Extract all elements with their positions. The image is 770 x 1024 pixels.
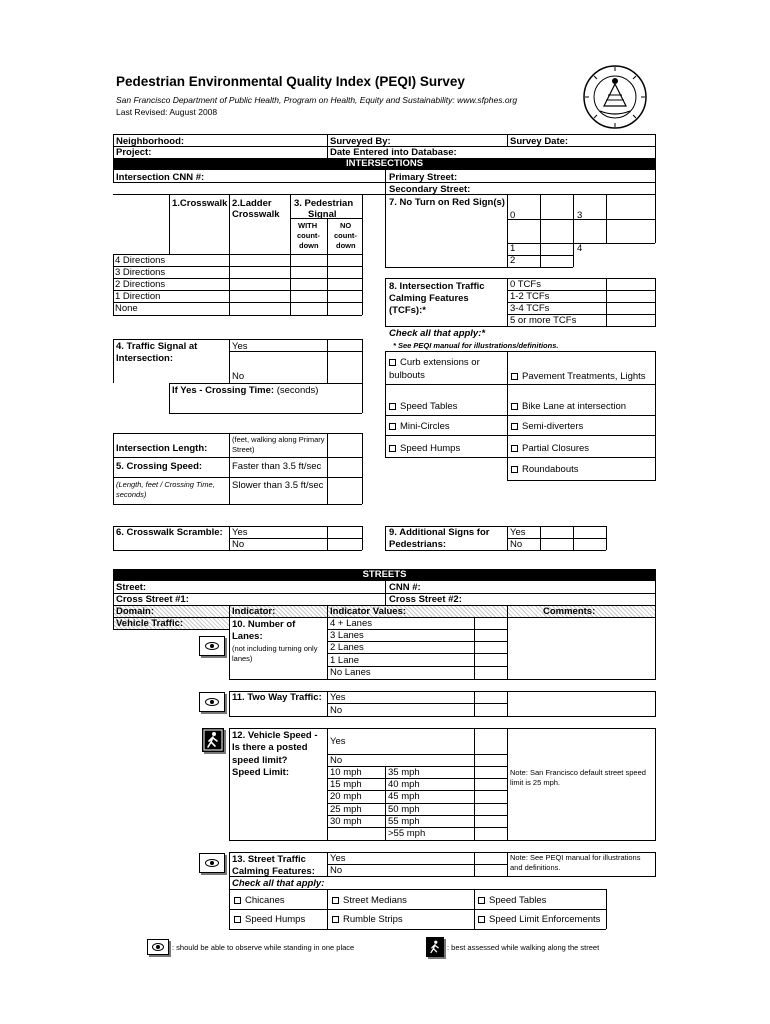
observe-eye-icon <box>199 853 225 873</box>
q5-faster: Faster than 3.5 ft/sec <box>232 461 322 472</box>
with-countdown-2: count- <box>297 231 320 240</box>
q9-no: No <box>510 539 523 550</box>
indicator-header: Indicator: <box>232 606 276 617</box>
speed-note-2: limit is 25 mph. <box>510 778 561 787</box>
walk-pedestrian-icon <box>202 728 224 752</box>
q9-label-2: Pedestrians: <box>389 539 447 550</box>
q9-label-1: 9. Additional Signs for <box>389 527 490 538</box>
checkbox-icon <box>511 373 518 380</box>
crosswalk-header: 1.Crosswalk <box>172 198 228 209</box>
q11-no: No <box>330 705 343 716</box>
legend-eye-text: : should be able to observe while standing in one place <box>172 943 355 952</box>
q4-yes: Yes <box>232 341 248 352</box>
tcf-curb-extensions[interactable]: Curb extensions or <box>389 357 480 368</box>
secondary-street-label: Secondary Street: <box>389 184 471 195</box>
q4-label-2: Intersection: <box>116 353 174 364</box>
length-note-2: Street) <box>232 445 255 454</box>
q7-value-4: 4 <box>577 243 583 254</box>
lanes-option-1: 1 Lane <box>330 655 360 666</box>
mph-25: 25 mph <box>330 804 362 815</box>
mph-55: 55 mph <box>388 816 420 827</box>
q12-label-1: 12. Vehicle Speed - <box>232 730 318 741</box>
lanes-option-4plus: 4 + Lanes <box>330 618 372 629</box>
indicator-values-header: Indicator Values: <box>330 606 407 617</box>
comments-header: Comments: <box>543 606 596 617</box>
feature-speed-limit-enforcements[interactable]: Speed Limit Enforcements <box>478 914 600 925</box>
legend-eye-icon <box>147 939 169 955</box>
tcf-pavement-treatments[interactable]: Pavement Treatments, Lights <box>511 371 646 382</box>
ped-signal-header-2: Signal <box>308 209 337 220</box>
survey-date-label: Survey Date: <box>510 136 569 147</box>
city-seal <box>582 64 648 130</box>
q4-no: No <box>232 371 245 382</box>
q12-label-2: Is there a posted <box>232 742 308 753</box>
streets-header: STREETS <box>113 569 656 581</box>
mph-20: 20 mph <box>330 791 362 802</box>
q7-label: 7. No Turn on Red Sign(s) <box>389 197 505 208</box>
tcf-option-3: 5 or more TCFs <box>510 315 577 326</box>
speed-note-1: Note: San Francisco default street speed <box>510 768 646 777</box>
q13-yes: Yes <box>330 853 346 864</box>
intersection-cnn-label: Intersection CNN #: <box>116 172 205 183</box>
no-countdown-3: down <box>336 241 356 250</box>
lanes-option-3: 3 Lanes <box>330 630 364 641</box>
checkbox-icon <box>511 403 518 410</box>
mph-over-55: >55 mph <box>388 828 426 839</box>
q7-value-2: 2 <box>510 255 516 266</box>
checkbox-icon <box>511 445 518 452</box>
checkbox-icon <box>332 897 339 904</box>
q8-label-1: 8. Intersection Traffic <box>389 281 485 292</box>
street-cnn-label: CNN #: <box>389 582 421 593</box>
feature-speed-tables[interactable]: Speed Tables <box>478 895 546 906</box>
checkbox-icon <box>511 466 518 473</box>
vehicle-traffic-label: Vehicle Traffic: <box>116 618 184 629</box>
tcf-option-1: 1-2 TCFs <box>510 291 550 302</box>
feature-chicanes[interactable]: Chicanes <box>234 895 285 906</box>
checkbox-icon <box>234 897 241 904</box>
legend-walk-icon <box>426 937 444 957</box>
cross-street-1-label: Cross Street #1: <box>116 594 189 605</box>
q10-label-1: 10. Number of <box>232 619 296 630</box>
cross-street-2-label: Cross Street #2: <box>389 594 462 605</box>
q13-label-1: 13. Street Traffic <box>232 854 306 865</box>
no-countdown-1: NO <box>340 221 352 230</box>
mph-35: 35 mph <box>388 767 420 778</box>
tcf-partial-closures[interactable]: Partial Closures <box>511 443 589 454</box>
checkbox-icon <box>478 916 485 923</box>
q8-label-2: Calming Features <box>389 293 469 304</box>
ped-signal-header-1: 3. Pedestrian <box>294 198 354 209</box>
primary-street-label: Primary Street: <box>389 172 458 183</box>
q4-label-1: 4. Traffic Signal at <box>116 341 198 352</box>
checkbox-icon <box>389 423 396 430</box>
q10-label-2: Lanes: <box>232 631 263 642</box>
page-subtitle: San Francisco Department of Public Health, Program on Health, Equity and Sustainability: www.sfphes.org <box>116 95 518 105</box>
speed-limit-label: Speed Limit: <box>232 767 290 778</box>
observe-eye-icon <box>199 692 225 712</box>
observe-eye-icon <box>199 636 225 656</box>
date-entered-label: Date Entered into Database: <box>330 147 457 158</box>
last-revised: Last Revised: August 2008 <box>116 107 218 117</box>
checkbox-icon <box>332 916 339 923</box>
tcf-bulbouts-label: bulbouts <box>389 370 425 381</box>
feature-speed-humps[interactable]: Speed Humps <box>234 914 305 925</box>
checkbox-icon <box>389 359 396 366</box>
q5-slower: Slower than 3.5 ft/sec <box>232 480 324 491</box>
tcf-speed-humps[interactable]: Speed Humps <box>389 443 460 454</box>
q6-yes: Yes <box>232 527 248 538</box>
q8-see-manual: * See PEQI manual for illustrations/definitions. <box>393 341 559 350</box>
no-countdown-2: count- <box>334 231 357 240</box>
q6-no: No <box>232 539 245 550</box>
tcf-bike-lane[interactable]: Bike Lane at intersection <box>511 401 626 412</box>
feature-street-medians[interactable]: Street Medians <box>332 895 407 906</box>
q6-label: 6. Crosswalk Scramble: <box>116 527 223 538</box>
lanes-option-none: No Lanes <box>330 667 371 678</box>
q12-label-3: speed limit? <box>232 755 288 766</box>
q13-note-1: Note: See PEQI manual for illustrations <box>510 853 641 862</box>
q10-note-2: lanes) <box>232 654 253 663</box>
q13-label-2: Calming Features: <box>232 866 315 877</box>
q7-value-0: 0 <box>510 210 516 221</box>
surveyed-by-label: Surveyed By: <box>330 136 391 147</box>
with-countdown-3: down <box>299 241 319 250</box>
tcf-option-2: 3-4 TCFs <box>510 303 550 314</box>
direction-3: 3 Directions <box>115 267 166 278</box>
direction-2: 2 Directions <box>115 279 166 290</box>
mph-30: 30 mph <box>330 816 362 827</box>
crossing-note-1: (Length, feet / Crossing Time, <box>116 480 215 489</box>
mph-45: 45 mph <box>388 791 420 802</box>
tcf-mini-circles[interactable]: Mini-Circles <box>389 421 450 432</box>
mph-15: 15 mph <box>330 779 362 790</box>
checkbox-icon <box>234 916 241 923</box>
with-countdown-1: WITH <box>298 221 318 230</box>
feature-rumble-strips[interactable]: Rumble Strips <box>332 914 403 925</box>
crossing-note-2: seconds) <box>116 490 147 499</box>
q7-value-1: 1 <box>510 243 516 254</box>
checkbox-icon <box>478 897 485 904</box>
page-title: Pedestrian Environmental Quality Index (PEQI) Survey <box>116 74 465 89</box>
q5-label: 5. Crossing Speed: <box>116 461 203 472</box>
tcf-roundabouts[interactable]: Roundabouts <box>511 464 579 475</box>
project-label: Project: <box>116 147 152 158</box>
checkbox-icon <box>511 423 518 430</box>
direction-4: 4 Directions <box>115 255 166 266</box>
q10-note-1: (not including turning only <box>232 644 318 653</box>
checkbox-icon <box>389 403 396 410</box>
q12-no: No <box>330 755 343 766</box>
direction-1: 1 Direction <box>115 291 161 302</box>
mph-50: 50 mph <box>388 804 420 815</box>
mph-40: 40 mph <box>388 779 420 790</box>
q11-yes: Yes <box>330 692 346 703</box>
legend-walk-text: : best assessed while walking along the street <box>447 943 600 952</box>
q13-note-2: and definitions. <box>510 863 561 872</box>
q8-label-3: (TCFs):* <box>389 305 426 316</box>
tcf-speed-tables[interactable]: Speed Tables <box>389 401 457 412</box>
direction-none: None <box>115 303 138 314</box>
lanes-option-2: 2 Lanes <box>330 642 364 653</box>
tcf-option-0: 0 TCFs <box>510 279 541 290</box>
q8-check-all: Check all that apply:* <box>389 328 486 339</box>
length-note-1: (feet, walking along Primary <box>232 435 325 444</box>
mph-10: 10 mph <box>330 767 362 778</box>
neighborhood-label: Neighborhood: <box>116 136 185 147</box>
intersections-header: INTERSECTIONS <box>113 158 656 170</box>
street-label: Street: <box>116 582 147 593</box>
q7-value-3: 3 <box>577 210 583 221</box>
tcf-semi-diverters[interactable]: Semi-diverters <box>511 421 583 432</box>
ladder-header-2: Crosswalk <box>232 209 280 220</box>
q9-yes: Yes <box>510 527 526 538</box>
ladder-header-1: 2.Ladder <box>232 198 272 209</box>
q12-yes: Yes <box>330 736 346 747</box>
crossing-time-label: If Yes - Crossing Time: (seconds) <box>172 385 319 396</box>
domain-header: Domain: <box>116 606 154 617</box>
q13-check-all: Check all that apply: <box>232 878 325 889</box>
q11-label: 11. Two Way Traffic: <box>232 692 322 703</box>
q13-no: No <box>330 865 343 876</box>
checkbox-icon <box>389 445 396 452</box>
intersection-length-label: Intersection Length: <box>116 443 208 454</box>
